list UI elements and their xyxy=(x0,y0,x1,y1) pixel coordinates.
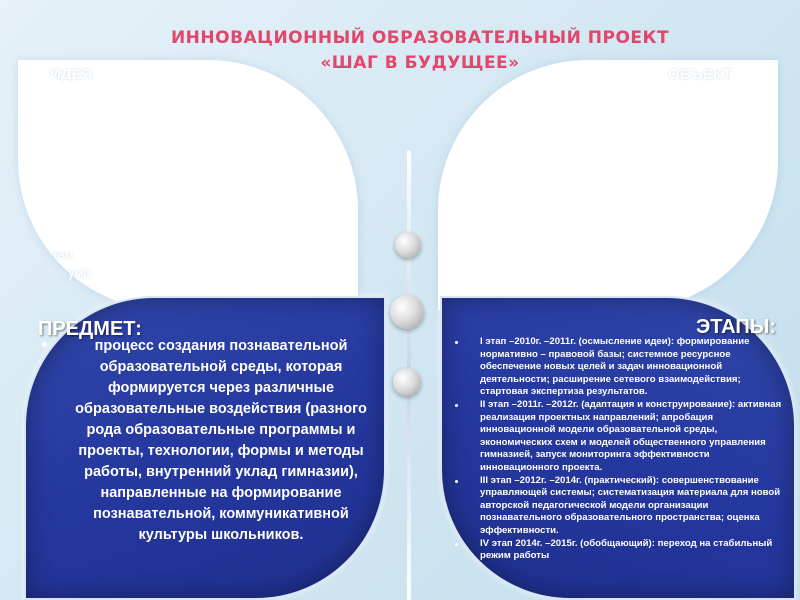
idea-fragment-1: тво xyxy=(52,248,73,262)
object-heading: ОБЪЕКТ xyxy=(668,66,732,83)
subject-bullet xyxy=(42,342,47,347)
subject-text: процесс создания познавательной образовательной среды, которая формируется через различные образовательные воздействия (разного рода образовательные программы и проекты, технологии, формы и методы работы, внутренний уклад гимназии), направленные на формирование познавательной, коммуникативной культуры школьников. xyxy=(75,338,367,543)
idea-fragment-2: ума xyxy=(68,266,90,280)
bullet-icon xyxy=(455,341,458,344)
title-line-2: «ШАГ В БУДУЩЕЕ» xyxy=(320,53,520,73)
bullet-icon xyxy=(455,480,458,483)
decorative-ball-1 xyxy=(395,232,421,258)
stage-item xyxy=(453,538,788,563)
stage-item xyxy=(453,399,788,475)
bullet-icon xyxy=(455,404,458,407)
stage-item xyxy=(453,475,788,538)
bullet-icon xyxy=(455,543,458,546)
stages-heading: ЭТАПЫ: xyxy=(696,316,776,338)
stage-text-4: IV этап 2014г. –2015г. (обобщающий): переход на стабильный режим работы xyxy=(480,537,773,562)
stages-list xyxy=(453,336,788,563)
stage-text-3: III этап –2012г. –2014г. (практический): совершенствование управляющей системы; систематизация материала для новой авторской педагогической модели организации познавательного образовательного пространства; оценка эффективности. xyxy=(480,474,781,536)
stage-text-2: II этап –2011г. –2012г. (адаптация и конструирование): активная реализация проектных направлений; апробация инновационной модели образовательной среды, экономических схем и моделей общественного управления гимназией, запуск мониторинга эффективности инновационного проекта. xyxy=(480,398,782,473)
subject-heading: ПРЕДМЕТ: xyxy=(38,318,142,340)
idea-heading: ИДЕЯ xyxy=(50,66,93,83)
stage-item xyxy=(453,336,788,399)
decorative-ball-2 xyxy=(390,295,424,329)
decorative-ball-3 xyxy=(393,368,421,396)
stage-text-1: I этап –2010г. –2011г. (осмысление идеи): формирование нормативно – правовой базы; системное ресурсное обеспечение новых целей и задач инновационной деятельности; расширение сетевого взаимодействия; стартовая экспертиза результатов. xyxy=(480,336,750,398)
title-line-1: ИННОВАЦИОННЫЙ ОБРАЗОВАТЕЛЬНЫЙ ПРОЕКТ xyxy=(170,28,670,48)
object-leaf xyxy=(438,60,778,310)
